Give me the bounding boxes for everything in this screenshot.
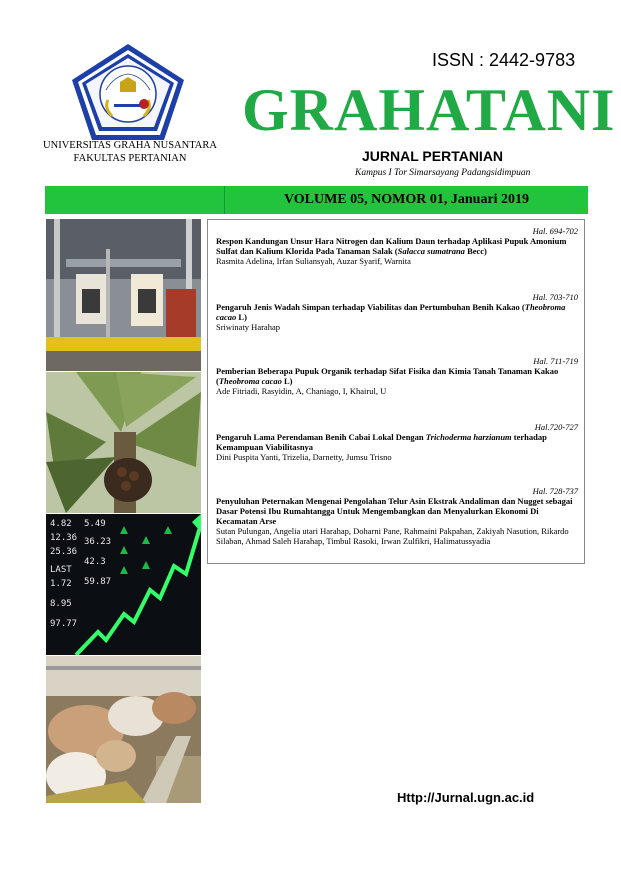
cattle-barn-photo [46,656,201,803]
article-pages: Hal. 711-719 [533,356,578,366]
journal-title: GRAHATANI [242,77,616,143]
campus-address: Kampus I Tor Simarsayang Padangsidimpuan [355,168,531,178]
journal-url-link[interactable]: Http://Jurnal.ugn.ac.id [397,790,535,805]
volume-label: VOLUME 05, NOMOR 01, Januari 2019 [283,192,530,207]
faculty-name: FAKULTAS PERTANIAN [73,152,187,164]
article-authors: Rasmita Adelina, Irfan Suliansyah, Auzar Syarif, Warnita [216,256,411,266]
stock-number: 12.36 [50,533,78,543]
stock-number: 97.77 [50,619,78,629]
oil-palm-photo [46,372,201,513]
stock-number: 36.23 [84,537,112,547]
stock-number: 1.72 [50,579,72,589]
article-authors: Ade Fitriadi, Rasyidin, A, Chaniago, I, Khairul, U [216,386,387,396]
article-authors: Sriwinaty Harahap [216,322,280,332]
article-item[interactable] [216,292,578,332]
factory-machinery-photo [46,219,201,371]
article-pages: Hal. 728-737 [532,486,578,496]
article-title: Pemberian Beberapa Pupuk Organik terhadap Sifat Fisika dan Kimia Tanah Tanaman Kakao (Theobroma cacao L) [216,366,559,386]
university-name-block [30,140,230,165]
article-item[interactable] [216,422,578,462]
journal-subtitle: JURNAL PERTANIAN [362,148,504,164]
stock-number: 5.49 [84,519,106,529]
stock-number: 4.82 [50,519,72,529]
article-title: Respon Kandungan Unsur Hara Nitrogen dan Kalium Daun terhadap Aplikasi Pupuk Amonium Sulfat dan Kalium Klorida Pada Tanaman Salak (Salacca sumatrana Becc) [216,236,567,256]
article-authors: Sutan Pulungan, Angelia utari Harahap, Doharni Pane, Rahmaini Pakpahan, Zakiyah Nasution, Rikardo Silaban, Ahmad Saleh Harahap, Timbul Rasoki, Irwan Zulfikri, Halimatussyadia [216,526,569,546]
stock-number: 25.36 [50,547,78,557]
article-authors: Dini Puspita Yanti, Trizelia, Darnetty, Jumsu Trisno [216,452,392,462]
article-pages: Hal. 703-710 [532,292,578,302]
article-title: Penyuluhan Peternakan Mengenai Pengolahan Telur Asin Ekstrak Andaliman dan Nugget sebagai Dasar Potensi Ibu Rumahtangga Untuk Mengembangkan dan Menyalurkan Ekonomi Di Kecamatan Arse [216,496,573,526]
article-pages: Hal. 694-702 [532,226,578,236]
article-title: Pengaruh Lama Perendaman Benih Cabai Lokal Dengan Trichoderma harzianum terhadap Kemampuan Viabilitasnya [216,432,547,452]
university-logo [68,42,188,142]
article-item[interactable] [216,486,578,546]
university-name: UNIVERSITAS GRAHA NUSANTARA [43,140,217,151]
issn-label: ISSN : 2442-9783 [432,50,576,70]
article-item[interactable] [216,226,578,266]
table-of-contents [207,219,585,564]
stock-number: 42.3 [84,557,106,567]
stock-number: 8.95 [50,599,72,609]
article-pages: Hal.720-727 [534,422,578,432]
article-item[interactable] [216,356,578,396]
stock-number: LAST [50,565,72,575]
stock-number: 59.87 [84,577,112,587]
stock-market-photo [46,514,201,655]
article-title: Pengaruh Jenis Wadah Simpan terhadap Viabilitas dan Pertumbuhan Benih Kakao (Theobroma cacao L) [216,302,566,322]
